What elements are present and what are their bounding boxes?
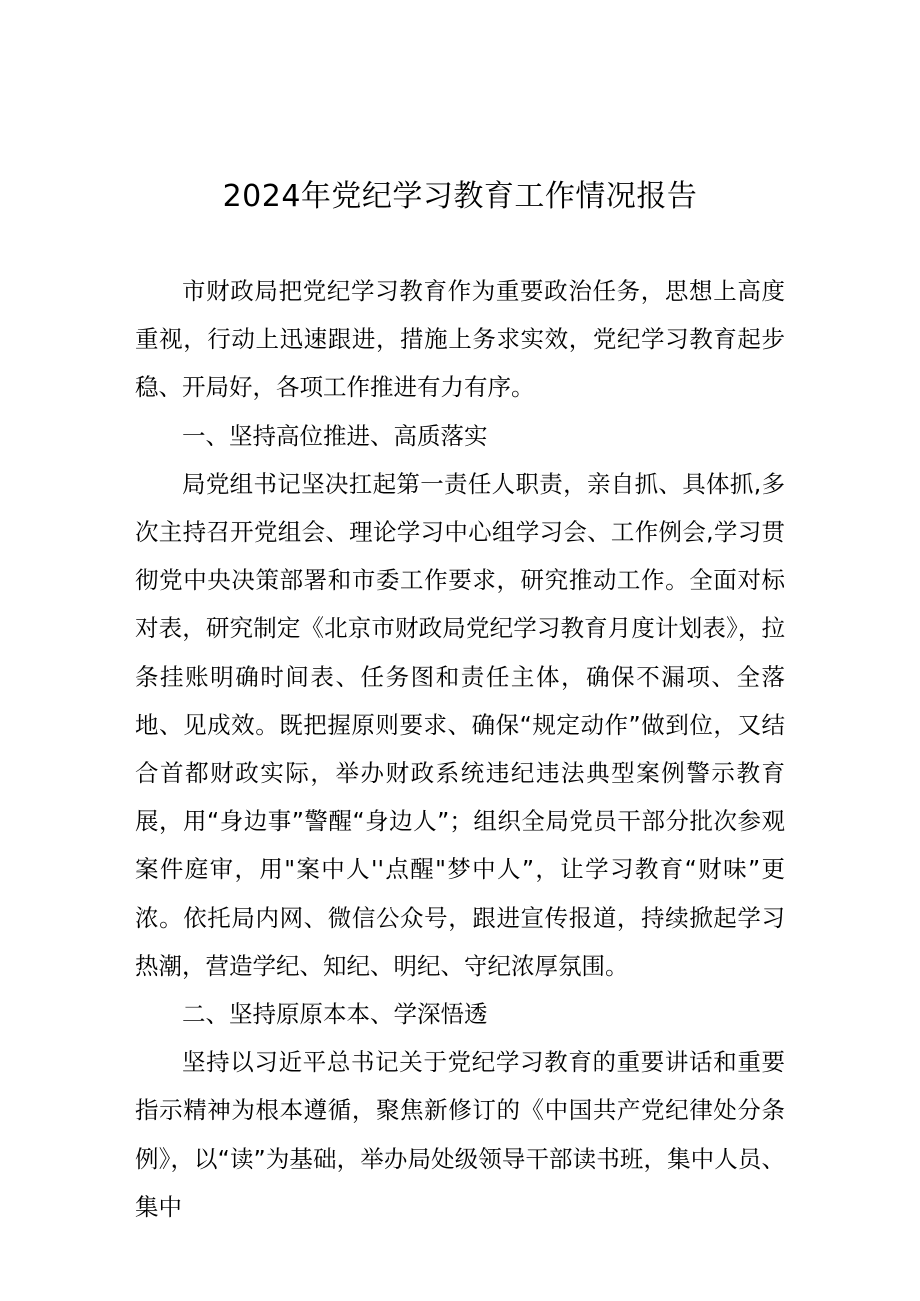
intro-paragraph: 市财政局把党纪学习教育作为重要政治任务，思想上高度重视，行动上迅速跟进，措施上务求实效，党纪学习教育起步稳、开局好，各项工作推进有力有序。 [135,277,785,402]
document-body [135,267,785,1231]
section-heading-2: 二、坚持原原本本、学深悟透 [182,1000,488,1029]
section-paragraph-1: 局党组书记坚决扛起第一责任人职责，亲自抓、具体抓,多次主持召开党组会、理论学习中心组学习会、工作例会,学习贯彻党中央决策部署和市委工作要求，研究推动工作。全面对标对表，研究制定《北京市财政局党纪学习教育月度计划表》，拉条挂账明确时间表、任务图和责任主体，确保不漏项、全落地、见成效。既把握原则要求、确保“规定动作”做到位，又结合首都财政实际，举办财政系统违纪违法典型案例警示教育展，用“身边事”警醒“身边人”；组织全局党员干部分批次参观案件庭审，用"案中人''点醒"梦中人”，让学习教育“财味”更浓。依托局内网、微信公众号，跟进宣传报道，持续掀起学习热潮，营造学纪、知纪、明纪、守纪浓厚氛围。 [135,469,785,980]
section-paragraph-2: 坚持以习近平总书记关于党纪学习教育的重要讲话和重要指示精神为根本遵循，聚焦新修订的《中国共产党纪律处分条例》，以“读”为基础，举办局处级领导干部读书班，集中人员、集中 [135,1048,785,1221]
document-title: 2024年党纪学习教育工作情况报告 [222,179,698,214]
section-heading-1: 一、坚持高位推进、高质落实 [182,421,488,450]
